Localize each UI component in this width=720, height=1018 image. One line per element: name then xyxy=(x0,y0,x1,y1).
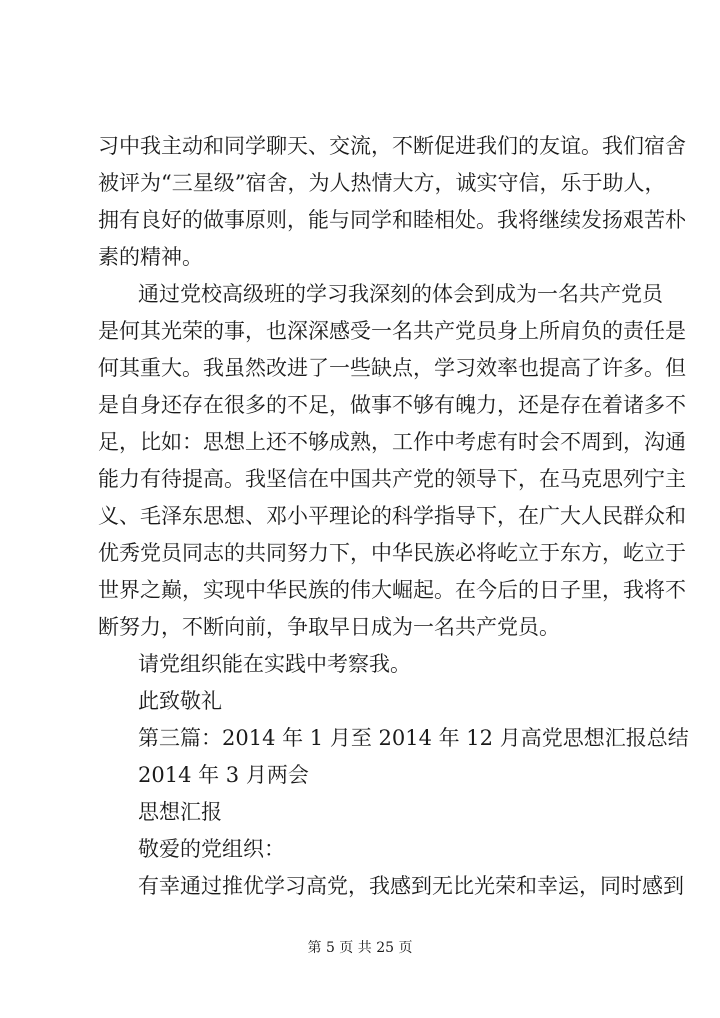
text-line-10: 能力有待提高。我坚信在中国共产党的领导下，在马克思列宁主 xyxy=(98,467,686,491)
text-line-1: 习中我主动和同学聊天、交流，不断促进我们的友谊。我们宿舍 xyxy=(98,134,686,158)
text-line-3: 拥有良好的做事原则，能与同学和睦相处。我将继续发扬艰苦朴 xyxy=(98,208,686,232)
text-line-6: 是何其光荣的事，也深深感受一名共产党员身上所肩负的责任是 xyxy=(98,319,686,343)
text-line-9: 足，比如：思想上还不够成熟，工作中考虑有时会不周到，沟通 xyxy=(98,430,686,454)
text-line-7: 何其重大。我虽然改进了一些缺点，学习效率也提高了许多。但 xyxy=(98,356,686,380)
text-line-14: 断努力，不断向前，争取早日成为一名共产党员。 xyxy=(98,615,560,639)
text-line-18: 2014 年 3 月两会 xyxy=(138,763,309,787)
text-line-5: 通过党校高级班的学习我深刻的体会到成为一名共产党员 xyxy=(138,282,663,306)
section-heading: 第三篇：2014 年 1 月至 2014 年 12 月高党思想汇报总结 xyxy=(138,726,689,750)
text-line-11: 义、毛泽东思想、邓小平理论的科学指导下，在广大人民群众和 xyxy=(98,504,686,528)
salutation: 敬爱的党组织： xyxy=(138,837,285,861)
text-line-21: 有幸通过推优学习高党，我感到无比光荣和幸运，同时感到 xyxy=(138,874,684,898)
text-line-8: 是自身还存在很多的不足，做事不够有魄力，还是存在着诸多不 xyxy=(98,393,686,417)
text-line-4: 素的精神。 xyxy=(98,245,203,269)
text-line-12: 优秀党员同志的共同努力下，中华民族必将屹立于东方，屹立于 xyxy=(98,541,686,565)
text-line-19: 思想汇报 xyxy=(138,800,222,824)
text-line-2: 被评为“三星级”宿舍，为人热情大方，诚实守信，乐于助人， xyxy=(98,171,666,195)
document-body xyxy=(98,128,689,905)
text-line-13: 世界之巅，实现中华民族的伟大崛起。在今后的日子里，我将不 xyxy=(98,578,686,602)
page-footer: 第 5 页 共 25 页 xyxy=(307,940,413,956)
text-line-16: 此致敬礼 xyxy=(138,689,222,713)
text-line-15: 请党组织能在实践中考察我。 xyxy=(138,652,411,676)
